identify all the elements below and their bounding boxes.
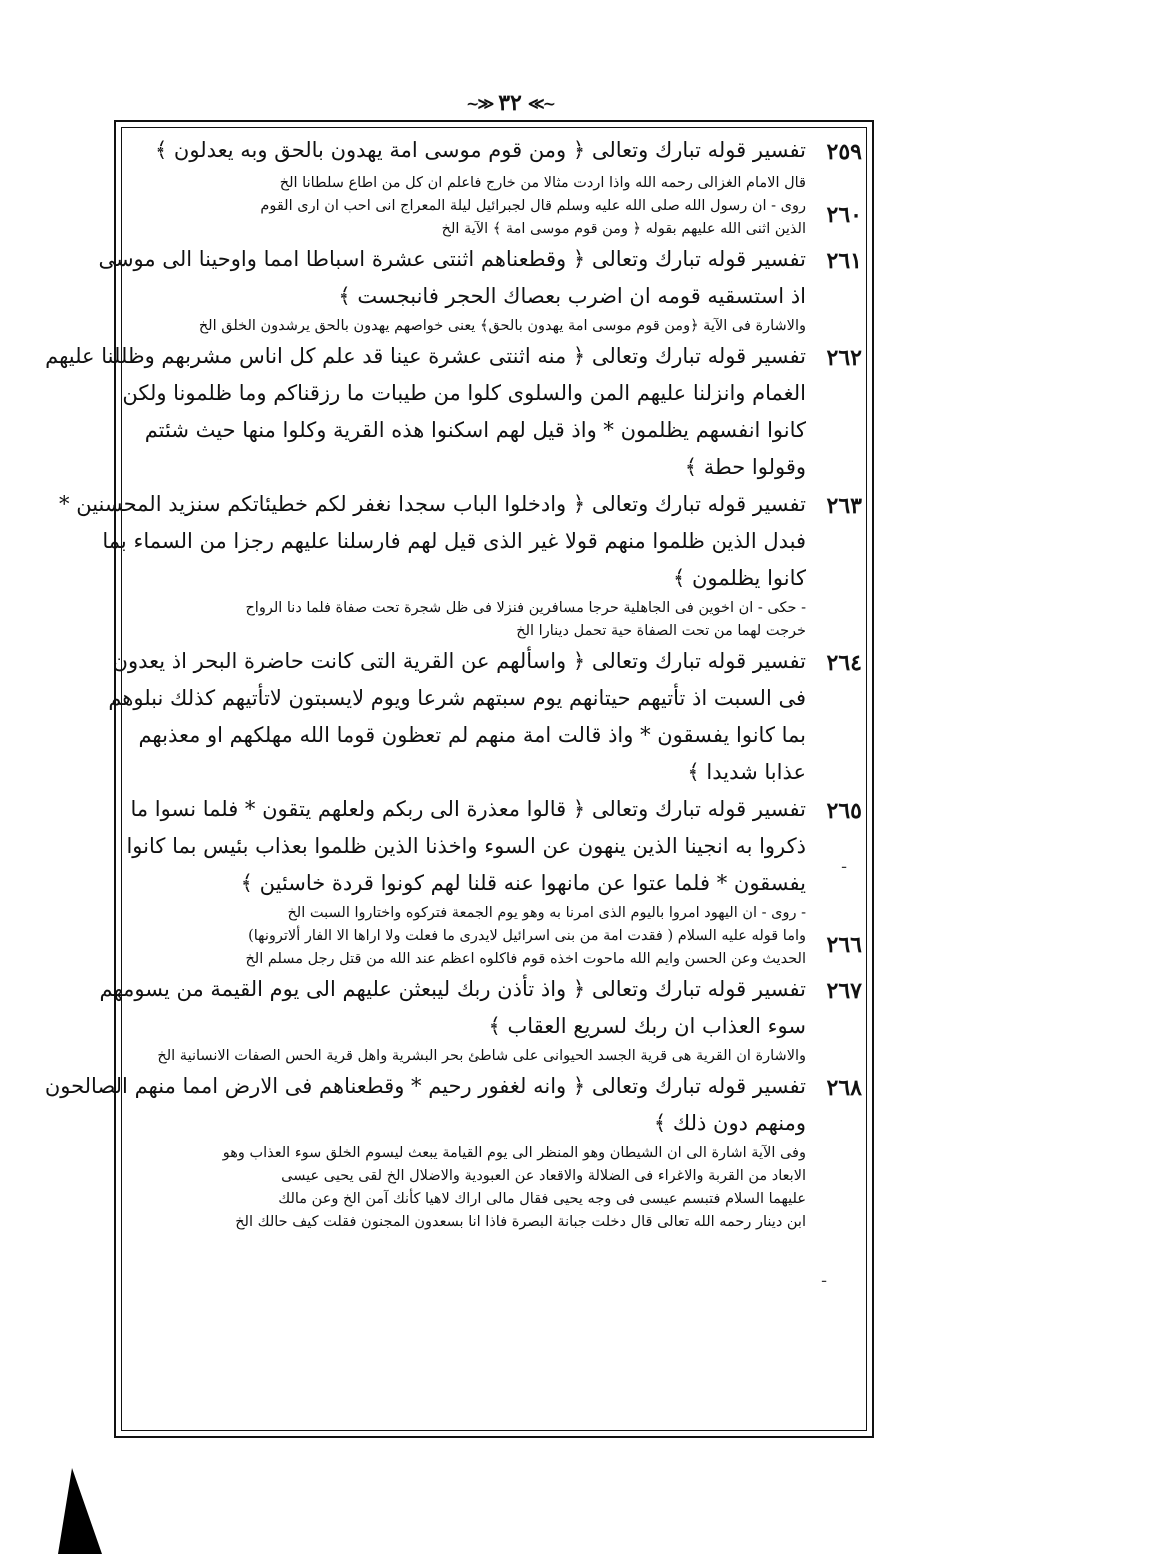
- commentary-text: [132, 925, 806, 971]
- verse-text: [100, 971, 807, 1045]
- verse-text: [98, 241, 806, 315]
- text-line: روى - ان رسول الله صلى الله عليه وسلم قال لجبرائيل ليلة المعراج انى احب ان ارى القوم: [260, 198, 806, 214]
- numbered-entry: [126, 791, 862, 902]
- commentary-note: [132, 172, 862, 195]
- page-number: ٣٢: [498, 90, 522, 116]
- verse-text: [59, 486, 806, 597]
- text-line: تفسير قوله تبارك وتعالى ﴿ وانه لغفور رحيم * وقطعناهم فى الارض امما منهم الصالحون: [44, 1074, 806, 1098]
- text-line: كانوا يظلمون ﴾: [672, 566, 806, 590]
- entry-number: ٢٦٠: [826, 202, 862, 228]
- numbered-entry: [132, 132, 862, 172]
- commentary-note: [132, 315, 862, 338]
- text-line: - روى - ان اليهود امروا باليوم الذى امرنا به وهو يوم الجمعة فتركوه واختاروا السبت الخ: [287, 905, 806, 921]
- commentary-text: [132, 315, 806, 338]
- text-line: فبدل الذين ظلموا منهم قولا غير الذى قيل لهم فارسلنا عليهم رجزا من السماء بما: [102, 529, 806, 553]
- entry-number: ٢٦٨: [826, 1075, 862, 1101]
- text-line: - حكى - ان اخوين فى الجاهلية حرجا مسافرين فنزلا فى ظل شجرة تحت صفاة فلما دنا الرواح: [245, 600, 806, 616]
- text-line: الحديث وعن الحسن وايم الله ماحوت اخذه قوم فاكلوه اعظم عند الله من قتل رجل مسلم الخ: [245, 951, 806, 967]
- right-ornament-icon: ≪~: [466, 93, 493, 113]
- verse-text: [45, 338, 806, 486]
- numbered-entry: [98, 241, 862, 315]
- entry-number: ٢٦١: [826, 248, 862, 274]
- text-line: بما كانوا يفسقون * واذ قالت امة منهم لم تعظون قوما الله مهلكهم او معذبهم: [138, 723, 806, 747]
- commentary-text: [132, 1142, 806, 1234]
- margin-mark: ـ: [822, 1270, 827, 1286]
- text-line: والاشارة ان القرية هى قرية الجسد الحيوانى على شاطئ بحر البشرية واهل قرية الحس الصفات الانسانية الخ: [157, 1048, 806, 1064]
- text-line: يفسقون * فلما عتوا عن مانهوا عنه قلنا لهم كونوا قردة خاسئين ﴾: [240, 871, 806, 895]
- text-line: قال الامام الغزالى رحمه الله واذا اردت مثالا من خارج فاعلم ان كل من اطاع سلطانا الخ: [279, 175, 806, 191]
- entry-number: ٢٦٤: [826, 650, 862, 676]
- commentary-note: [132, 1142, 862, 1234]
- text-line: ابن دينار رحمه الله تعالى قال دخلت جبانة البصرة فاذا انا بسعدون المجنون فقلت كيف حالك الخ: [235, 1214, 806, 1230]
- text-line: كانوا انفسهم يظلمون * واذ قيل لهم اسكنوا هذه القرية وكلوا منها حيث شئتم: [144, 418, 806, 442]
- text-line: تفسير قوله تبارك وتعالى ﴿ ومن قوم موسى امة يهدون بالحق وبه يعدلون ﴾: [154, 138, 806, 162]
- text-line: تفسير قوله تبارك وتعالى ﴿ منه اثنتى عشرة عينا قد علم كل اناس مشربهم وظللنا عليهم: [45, 344, 806, 368]
- commentary-text: [132, 195, 806, 241]
- numbered-entry: [132, 925, 862, 971]
- commentary-text: [132, 597, 806, 643]
- commentary-text: [132, 172, 806, 195]
- page-number-header: [455, 88, 565, 118]
- text-line: الابعاد من القربة والاغراء فى الضلالة والاقعاد عن العبودية والاضلال الخ لقى يحيى عيسى: [281, 1168, 806, 1184]
- text-line: عذابا شديدا ﴾: [687, 760, 806, 784]
- verse-text: [108, 643, 806, 791]
- text-line: خرجت لهما من تحت الصفاة حية تحمل دينارا الخ: [516, 623, 806, 639]
- text-line: تفسير قوله تبارك وتعالى ﴿ قالوا معذرة الى ربكم ولعلهم يتقون * فلما نسوا ما: [130, 797, 806, 821]
- text-line: تفسير قوله تبارك وتعالى ﴿ واذ تأذن ربك ليبعثن عليهم الى يوم القيمة من يسومهم: [99, 977, 806, 1001]
- text-line: تفسير قوله تبارك وتعالى ﴿ وقطعناهم اثنتى عشرة اسباطا امما واوحينا الى موسى: [98, 247, 806, 271]
- commentary-note: [132, 1045, 862, 1068]
- text-line: سوء العذاب ان ربك لسريع العقاب ﴾: [488, 1014, 806, 1038]
- text-line: فى السبت اذ تأتيهم حيتانهم يوم سبتهم شرعا ويوم لايسبتون لاتأتيهم كذلك نبلوهم: [108, 686, 806, 710]
- entry-number: ٢٦٢: [826, 345, 862, 371]
- entry-number: ٢٦٣: [826, 493, 862, 519]
- text-line: ومنهم دون ذلك ﴾: [653, 1111, 806, 1135]
- text-line: الذين اثنى الله عليهم بقوله ﴿ ومن قوم موسى امة ﴾ الآية الخ: [441, 221, 806, 237]
- text-line: والاشارة فى الآية ﴿ومن قوم موسى امة يهدون بالحق﴾ يعنى خواصهم يهدون بالحق يرشدون الخلق الخ: [198, 318, 806, 334]
- entry-number: ٢٦٥: [826, 798, 862, 824]
- commentary-note: [132, 597, 862, 643]
- commentary-text: [132, 902, 806, 925]
- verse-text: [132, 132, 806, 169]
- left-ornament-icon: ~≫: [527, 93, 554, 113]
- text-line: الغمام وانزلنا عليهم المن والسلوى كلوا من طيبات ما رزقناكم وما ظلمونا ولكن: [122, 381, 806, 405]
- scan-corner-mark: [58, 1468, 102, 1554]
- verse-text: [126, 791, 806, 902]
- verse-text: [45, 1068, 806, 1142]
- commentary-note: [132, 902, 862, 925]
- commentary-text: [132, 1045, 806, 1068]
- text-line: ذكروا به انجينا الذين ينهون عن السوء واخذنا الذين ظلموا بعذاب بئيس بما كانوا: [126, 834, 806, 858]
- numbered-entry: [99, 971, 862, 1045]
- text-line: اذ استسقيه قومه ان اضرب بعصاك الحجر فانبجست ﴾: [338, 284, 806, 308]
- text-line: واما قوله عليه السلام ( فقدت امة من بنى اسرائيل لايدرى ما فعلت ولا اراها الا الفار ألاترونها): [248, 928, 806, 944]
- margin-mark: ـ: [842, 856, 847, 872]
- numbered-entry: [132, 195, 862, 241]
- text-line: عليهما السلام فتبسم عيسى فى وجه يحيى فقال مالى اراك لاهيا كأنك آمن الخ وعن مالك: [278, 1191, 806, 1207]
- entry-number: ٢٥٩: [826, 139, 862, 165]
- entry-number: ٢٦٧: [826, 978, 862, 1004]
- text-line: تفسير قوله تبارك وتعالى ﴿ واسألهم عن القرية التى كانت حاضرة البحر اذ يعدون: [112, 649, 806, 673]
- numbered-entry: [59, 486, 862, 597]
- numbered-entry: [44, 1068, 862, 1142]
- text-line: وقولوا حطة ﴾: [684, 455, 806, 479]
- text-line: تفسير قوله تبارك وتعالى ﴿ وادخلوا الباب سجدا نغفر لكم خطيئاتكم سنزيد المحسنين *: [59, 492, 806, 516]
- page-text: [44, 132, 862, 1234]
- numbered-entry: [108, 643, 862, 791]
- entry-number: ٢٦٦: [826, 932, 862, 958]
- text-line: وفى الآية اشارة الى ان الشيطان وهو المنظر الى يوم القيامة يبعث ليسوم الخلق سوء العذاب وهو: [222, 1145, 806, 1161]
- numbered-entry: [45, 338, 862, 486]
